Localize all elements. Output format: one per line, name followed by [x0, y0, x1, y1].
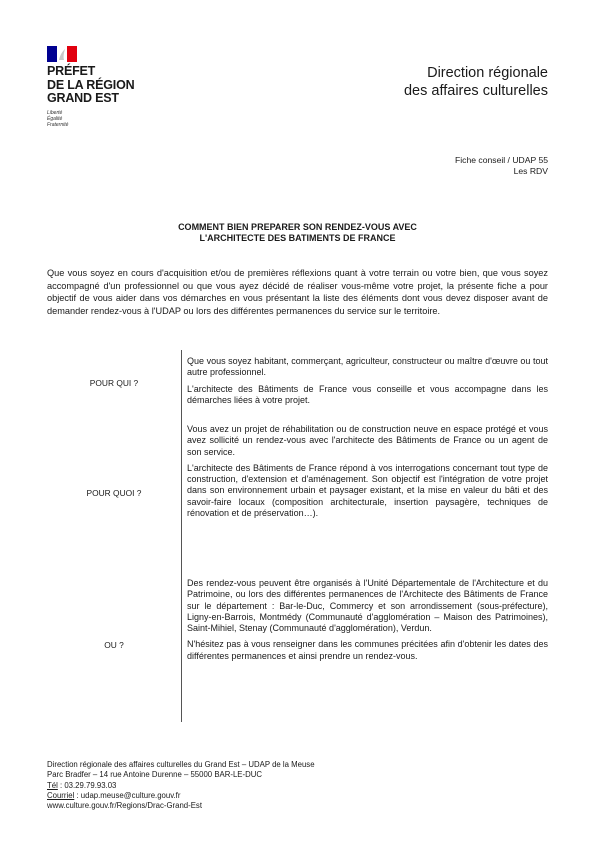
table-row [47, 350, 548, 418]
logo-line: DE LA RÉGION [47, 77, 135, 92]
row-divider [181, 418, 182, 572]
row-content [187, 356, 548, 411]
direction-title [404, 64, 548, 100]
logo-line: PRÉFET [47, 64, 96, 78]
row-divider [181, 572, 182, 722]
marianne-flag-icon [47, 46, 77, 62]
logo-line: GRAND EST [47, 91, 119, 105]
devise [47, 110, 68, 128]
footer-line: Direction régionale des affaires culturelles du Grand Est – UDAP de la Meuse [47, 760, 315, 769]
row-label: POUR QUI ? [89, 378, 139, 388]
title-line: COMMENT BIEN PREPARER SON RENDEZ-VOUS AVEC [178, 222, 417, 232]
reference-line: Fiche conseil / UDAP 55 [455, 155, 548, 165]
row-paragraph: Vous avez un projet de réhabilitation ou de construction neuve en espace protégé et vous avez sollicité un rendez-vous avec l'architecte des Bâtiments de France ou un agent de son service. [187, 424, 548, 457]
row-divider [181, 350, 182, 418]
row-content [187, 424, 548, 524]
phone-label: Tél [47, 780, 58, 790]
table-row [47, 572, 548, 722]
row-content [187, 578, 548, 667]
footer [47, 760, 315, 811]
phone-number: : 03.29.79.93.03 [57, 780, 117, 790]
prefet-logo-text [47, 65, 134, 106]
footer-phone [47, 781, 315, 791]
document-reference [455, 155, 548, 177]
document-title [47, 222, 548, 244]
row-paragraph: L'architecte des Bâtiments de France répond à vos interrogations concernant tout type de construction, d'extension et d'aménagement. Son objectif est l'intégration de votre projet dans son environnement urbain et paysager existant, et la mise en valeur du bâti et des savoir-faire locaux (composition architecturale, insertion paysagère, techniques de rénovation et de préservation…). [187, 462, 548, 519]
title-line: L'ARCHITECTE DES BATIMENTS DE FRANCE [199, 233, 396, 243]
direction-line: Direction régionale [427, 65, 548, 81]
footer-website-link[interactable]: www.culture.gouv.fr/Regions/Drac-Grand-Est [47, 801, 202, 811]
devise-line: Égalité [47, 116, 63, 122]
devise-line: Fraternité [47, 122, 69, 128]
email-address[interactable]: : udap.meuse@culture.gouv.fr [74, 790, 181, 800]
email-label: Courriel [47, 790, 75, 800]
intro-paragraph: Que vous soyez en cours d'acquisition et/ou de premières réflexions quant à votre terrain ou votre bien, que vous soyez accompagné d'un professionnel ou que vous ayez décidé de réaliser vous-même votre projet, la présente fiche a pour objectif de vous aider dans vos démarches en vous présentant la liste des éléments dont vous devez disposer avant de demander rendez-vous à l'UDAP ou lors des différentes permanences du service sur le territoire. [47, 268, 548, 316]
row-paragraph: L'architecte des Bâtiments de France vous conseille et vous accompagne dans les démarches liées à votre projet. [187, 383, 548, 405]
footer-address: Parc Bradfer – 14 rue Antoine Durenne – 55000 BAR-LE-DUC [47, 770, 262, 780]
row-paragraph: N'hésitez pas à vous renseigner dans les communes précitées afin d'obtenir les dates des différentes permanences et ainsi prendre un rendez-vous. [187, 639, 548, 661]
footer-email[interactable] [47, 791, 315, 801]
row-label: OU ? [104, 640, 124, 650]
devise-line: Liberté [47, 110, 63, 116]
row-paragraph: Des rendez-vous peuvent être organisés à l'Unité Départementale de l'Architecture et du Patrimoine, ou lors des différentes permanences de l'Architecte des Bâtiments de France sur le département : Bar-le-Duc, Commercy et son arrondissement (sous-préfecture), Ligny-en-Barrois, Montmédy (Communauté d'agglomération – Maison des Patrimoines), Saint-Mihiel, Stenay (Communauté d'agglomération), Verdun. [187, 578, 548, 634]
table-row [47, 418, 548, 572]
reference-line: Les RDV [513, 166, 548, 176]
direction-line: des affaires culturelles [403, 83, 548, 99]
row-label: POUR QUOI ? [86, 488, 142, 498]
row-paragraph: Que vous soyez habitant, commerçant, agriculteur, constructeur ou maître d'œuvre ou tout autre professionnel. [187, 356, 548, 378]
